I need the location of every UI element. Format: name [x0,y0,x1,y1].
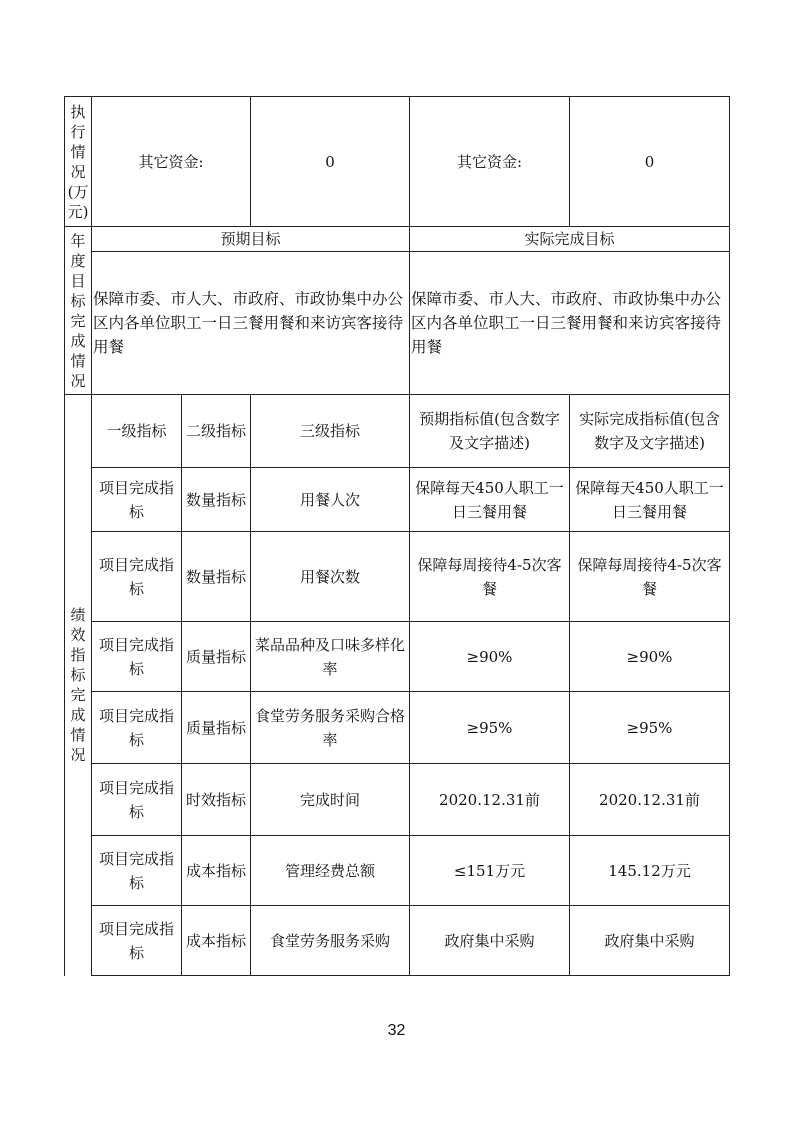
level1-cell: 项目完成指标 [92,906,182,976]
level2-header: 二级指标 [182,395,251,468]
side-char: 绩 [70,606,86,625]
level2-cell: 数量指标 [182,468,251,532]
side-char: 情 [70,726,86,745]
actual-value-cell: ≥95% [570,692,730,764]
level1-cell: 项目完成指标 [92,468,182,532]
other-funds-value-left: 0 [251,97,410,227]
level3-cell: 食堂劳务服务采购 [251,906,410,976]
side-char: 况 [70,746,86,765]
level1-cell: 项目完成指标 [92,692,182,764]
side-char: 完 [70,686,86,705]
level3-cell: 完成时间 [251,764,410,836]
performance-side-label [65,395,92,976]
side-char: 标 [70,666,86,685]
expected-value-cell: 保障每天450人职工一日三餐用餐 [410,468,570,532]
expected-value-cell: 政府集中采购 [410,906,570,976]
side-char: 指 [70,646,86,665]
side-char: 情 [70,351,86,370]
level3-cell: 食堂劳务服务采购合格率 [251,692,410,764]
actual-value-cell: ≥90% [570,622,730,692]
execution-side-label [65,97,92,227]
level1-cell: 项目完成指标 [92,836,182,906]
side-char: 度 [70,251,86,270]
level1-cell: 项目完成指标 [92,532,182,622]
actual-goal-header: 实际完成目标 [410,227,730,252]
actual-value-cell: 政府集中采购 [570,906,730,976]
actual-value-header: 实际完成指标值(包含数字及文字描述) [570,395,730,468]
expected-goal-text: 保障市委、市人大、市政府、市政协集中办公区内各单位职工一日三餐用餐和来访宾客接待用餐 [92,252,410,395]
side-char: 执 [70,102,86,121]
level3-cell: 管理经费总额 [251,836,410,906]
level2-cell: 时效指标 [182,764,251,836]
other-funds-label-right: 其它资金: [410,97,570,227]
table-row [65,468,730,532]
table-row [65,836,730,906]
side-char: 成 [70,331,86,350]
other-funds-value-right: 0 [570,97,730,227]
level1-cell: 项目完成指标 [92,764,182,836]
level2-cell: 成本指标 [182,906,251,976]
actual-goal-text: 保障市委、市人大、市政府、市政协集中办公区内各单位职工一日三餐用餐和来访宾客接待用餐 [410,252,730,395]
expected-value-cell: ≥90% [410,622,570,692]
expected-value-header: 预期指标值(包含数字及文字描述) [410,395,570,468]
expected-value-cell: ≤151万元 [410,836,570,906]
expected-goal-header: 预期目标 [92,227,410,252]
table-row [65,692,730,764]
expected-value-cell: 2020.12.31前 [410,764,570,836]
level2-cell: 数量指标 [182,532,251,622]
level1-cell: 项目完成指标 [92,622,182,692]
side-char: 行 [70,122,86,141]
performance-table [64,96,730,976]
actual-value-cell: 保障每天450人职工一日三餐用餐 [570,468,730,532]
level3-cell: 菜品品种及口味多样化率 [251,622,410,692]
side-char: 标 [70,291,86,310]
expected-value-cell: ≥95% [410,692,570,764]
level1-header: 一级指标 [92,395,182,468]
side-char: (万 [67,182,89,201]
level2-cell: 质量指标 [182,622,251,692]
level3-cell: 用餐次数 [251,532,410,622]
performance-header-row [65,395,730,468]
table-row [65,532,730,622]
other-funds-label-left: 其它资金: [92,97,251,227]
actual-value-cell: 保障每周接待4-5次客餐 [570,532,730,622]
execution-row [65,97,730,227]
level3-cell: 用餐人次 [251,468,410,532]
side-char: 年 [70,231,86,250]
annual-goal-header-row [65,227,730,252]
actual-value-cell: 145.12万元 [570,836,730,906]
side-char: 成 [70,706,86,725]
side-char: 效 [70,626,86,645]
side-char: 情 [70,142,86,161]
side-char: 况 [70,162,86,181]
side-char: 目 [70,271,86,290]
side-char: 况 [70,371,86,390]
level2-cell: 成本指标 [182,836,251,906]
annual-goal-side-label [65,227,92,395]
level3-header: 三级指标 [251,395,410,468]
table-row [65,764,730,836]
annual-goal-content-row [65,252,730,395]
level2-cell: 质量指标 [182,692,251,764]
actual-value-cell: 2020.12.31前 [570,764,730,836]
table-row [65,906,730,976]
page-number: 32 [387,1022,406,1039]
side-char: 元) [67,202,89,221]
side-char: 完 [70,311,86,330]
expected-value-cell: 保障每周接待4-5次客餐 [410,532,570,622]
table-row [65,622,730,692]
